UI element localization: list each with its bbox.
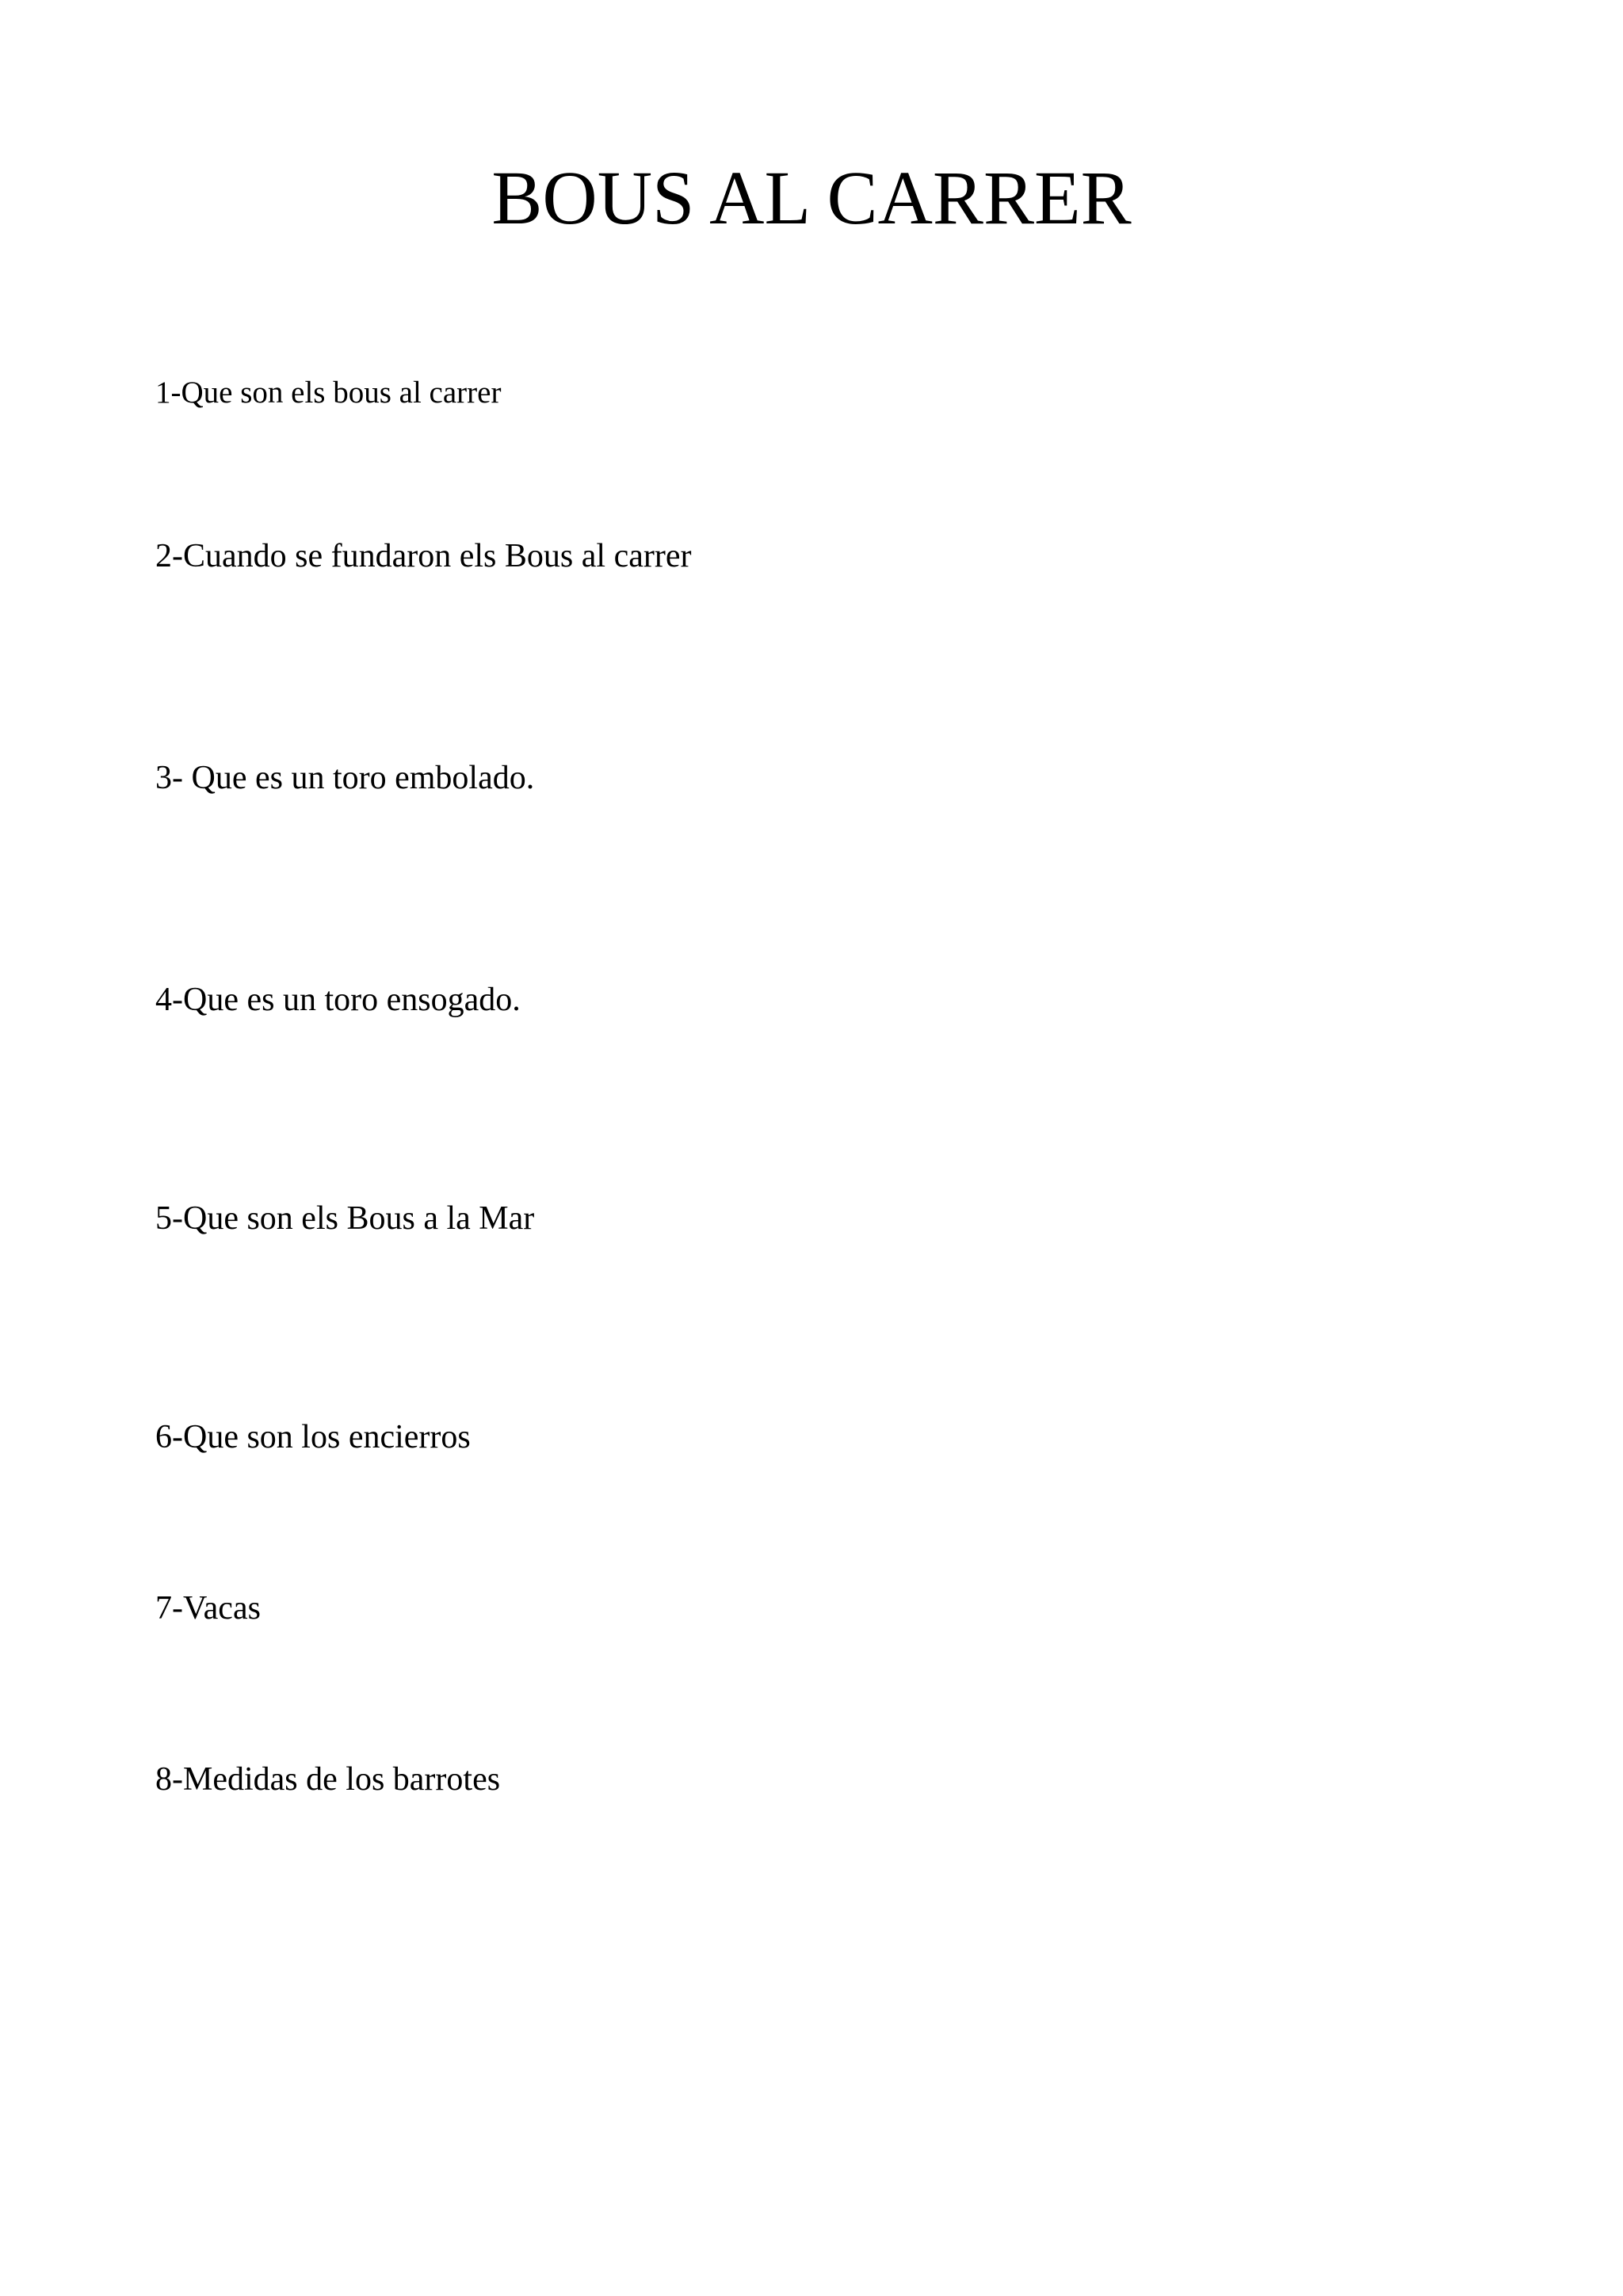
question-4: 4-Que es un toro ensogado. [155, 982, 521, 1018]
question-6: 6-Que son los encierros [155, 1419, 471, 1455]
question-2: 2-Cuando se fundaron els Bous al carrer [155, 538, 692, 574]
question-3: 3- Que es un toro embolado. [155, 760, 535, 796]
question-7: 7-Vacas [155, 1590, 261, 1627]
question-5: 5-Que son els Bous a la Mar [155, 1200, 535, 1237]
page-title: BOUS AL CARRER [491, 155, 1132, 240]
question-8: 8-Medidas de los barrotes [155, 1761, 501, 1798]
question-1: 1-Que son els bous al carrer [155, 376, 502, 410]
